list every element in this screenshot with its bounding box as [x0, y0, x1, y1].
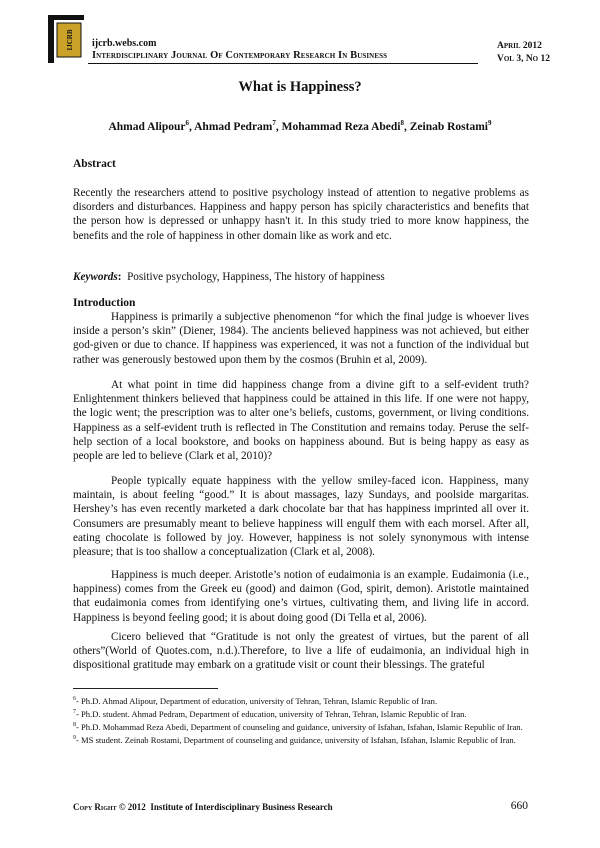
journal-name: Interdisciplinary Journal Of Contemporary Research In Business [92, 50, 388, 61]
header-rule [88, 63, 478, 64]
author-name: Mohammad Reza Abedi [281, 120, 401, 133]
journal-site: ijcrb.webs.com [92, 38, 157, 49]
keywords-label: Keywords [73, 271, 118, 283]
footnotes [73, 694, 529, 745]
copyright: Copy Right © 2012 [73, 802, 146, 812]
intro-text: Happiness is primarily a subjective phenomenon “for which the final judge is whoever lives inside a person’s skin” (Diener, 1984). The ancients believed happiness was not achieved, but either god-given or due to chance. If happiness was experienced, it was not a function of the individual but rather was generously bestowed upon them by the cosmos (Bruhin et al, 2009). [73, 311, 529, 366]
intro-paragraph-1 [73, 310, 529, 367]
issue-volume: Vol 3, No 12 [496, 54, 550, 64]
abstract-text [73, 186, 529, 243]
author-note: 7 [272, 119, 276, 127]
intro-paragraph-4 [73, 568, 529, 625]
logo-text: IJCRB [66, 29, 74, 51]
intro-paragraph-3 [73, 474, 529, 559]
intro-paragraph-2 [73, 378, 529, 463]
institute: Institute of Interdisciplinary Business Research [150, 802, 333, 812]
author-name: Zeinab Rostami [409, 120, 489, 133]
intro-paragraph-5 [73, 630, 529, 673]
issue-info [497, 40, 550, 66]
footnote: $^8$- Ph.D. Mohammad Reza Abedi, Department of counseling and guidance, university of Isfahan, Isfahan, Islamic Republic of Iran. [73, 721, 523, 732]
abstract-paragraph: Recently the researchers attend to positive psychology instead of attention to negative problems as disorders and disturbances. Happiness and happy person has spicily characteristics and benefits that the person how is depressed or unhappy hasn't it. In this study tried to more know happiness, the benefits and the role of happiness in other domain like as work and etc. [73, 187, 529, 242]
page-number: 660 [510, 800, 528, 812]
intro-text: People typically equate happiness with the yellow smiley-faced icon. Happiness, many maintain, is about feeling “good.” It is about massages, lazy Sundays, and poolside margaritas. Hershey’s has even recently marketed a dark chocolate bar that has happiness imprinted all over it. Consumers are presumably meant to believe happiness will engulf them with each morsel. After all, eating chocolate is followed by joy. However, happiness is not solely synonymous with intense pleasure; that is too shallow a conceptualization (Clark et al, 2008). [73, 475, 529, 559]
footnote-rule [73, 688, 218, 689]
footnote: $^6$- Ph.D. Ahmad Alipour, Department of education, university of Tehran, Tehran, Islamic Republic of Iran. [73, 695, 438, 706]
footnote: $^7$- Ph.D. student. Ahmad Pedram, Department of education, university of Tehran, Tehran, Islamic Republic of Iran. [73, 708, 467, 719]
author-note: 9 [488, 119, 492, 127]
intro-text: Happiness is much deeper. Aristotle’s notion of eudaimonia is an example. Eudaimonia (i.e., happiness) comes from the Greek eu (good) and daimon (God, spirit, demon). Aristotle maintained that eudaimonia comes from identifying one’s virtues, cultivating them, and living life in accord. Happiness is beyond feeling good; it is about doing good (Di Tella et al, 2006). [73, 569, 529, 624]
author-name: Ahmad Pedram [194, 120, 273, 133]
intro-text: Cicero believed that “Gratitude is not only the greatest of virtues, but the parent of all others”(World of Quotes.com, n.d.).Therefore, to live a life of eudaimonia, an individual high in dispositional gratitude may embark on a gratitude visit or count their blessings. The grateful [73, 631, 529, 672]
keywords: Keywords: Positive psychology, Happiness, The history of happiness [73, 271, 385, 283]
issue-date: April 2012 [496, 41, 542, 51]
abstract-heading: Abstract [73, 158, 116, 170]
author-note: 8 [400, 119, 404, 127]
intro-text: At what point in time did happiness change from a divine gift to a self-evident truth? Enlightenment thinkers believed that happiness could be attained in this life. If one were not happy, the logic went; the prescription was to alter one’s beliefs, customs, government, or living conditions. Happiness as a self-evident truth is reflected in The Constitution and remains today. Peruse the self-help section of a local bookstore, and books on happiness abound. But is being happy as easy as people are led to believe (Clark et al, 2010)? [73, 379, 529, 463]
author-name: Ahmad Alipour [108, 120, 186, 133]
introduction-heading: Introduction [73, 297, 136, 309]
author-list: Ahmad Alipour$^6$, Ahmad Pedram$^7$, Mohammad Reza Abedi$^8$, Zeinab Rostami$^9$ [108, 119, 492, 133]
keywords-text: Positive psychology, Happiness, The history of happiness [127, 271, 385, 283]
copyright-line [73, 802, 333, 812]
author-note: 6 [185, 119, 189, 127]
paper-title: What is Happiness? [238, 79, 362, 95]
journal-logo [46, 13, 86, 65]
footnote: $^9$- MS student. Zeinab Rostami, Department of counseling and guidance, university of Isfahan, Isfahan, Islamic Republic of Iran. [73, 734, 516, 745]
